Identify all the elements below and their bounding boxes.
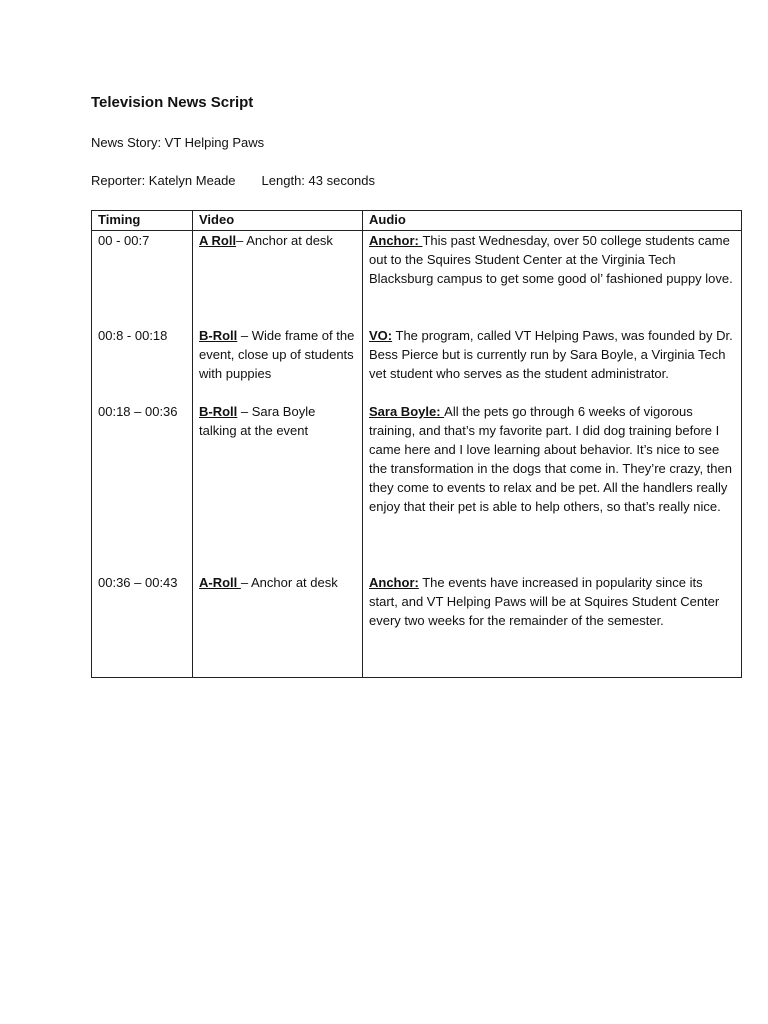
table-row: [92, 231, 742, 327]
audio-speaker-label: VO:: [369, 328, 393, 343]
audio-text: All the pets go through 6 weeks of vigorous training, and that’s my favorite part. I did dog training before I came here and I love learning about behavior. It’s nice to see the transformation in the dogs that come in. They’re crazy, then they come to events to relax and be pet. All the handlers really enjoy that their pet is able to help others, so that’s really nice.: [369, 404, 732, 514]
video-label: B-Roll: [199, 328, 238, 343]
audio-text: The events have increased in popularity since its start, and VT Helping Paws will be at Squires Student Center every two weeks for the remainder of the semester.: [369, 575, 720, 628]
audio-text: The program, called VT Helping Paws, was founded by Dr. Bess Pierce but is currently run by Sara Boyle, a Virginia Tech vet student who serves as the student administrator.: [369, 328, 733, 381]
video-label: A-Roll: [199, 575, 241, 590]
table-header-row: [92, 211, 742, 231]
story-length: Length: 43 seconds: [261, 173, 376, 188]
header-timing: Timing: [92, 211, 193, 231]
video-label: A Roll: [199, 233, 237, 248]
audio-cell: [363, 326, 742, 402]
video-text: – Sara Boyle talking at the event: [199, 404, 316, 438]
table-row: [92, 326, 742, 402]
header-video: Video: [193, 211, 363, 231]
video-text: – Wide frame of the event, close up of students with puppies: [199, 328, 355, 381]
table-row: [92, 402, 742, 573]
audio-speaker-label: Sara Boyle:: [369, 404, 445, 419]
video-cell: [193, 231, 363, 327]
video-text: – Anchor at desk: [240, 575, 338, 590]
timing-cell: 00:8 - 00:18: [92, 326, 193, 402]
audio-text: This past Wednesday, over 50 college students came out to the Squires Student Center at the Virginia Tech Blacksburg campus to get some good ol’ fashioned puppy love.: [369, 233, 733, 286]
timing-cell: 00:18 – 00:36: [92, 402, 193, 573]
audio-cell: [363, 573, 742, 678]
header-audio: Audio: [363, 211, 742, 231]
reporter-name: Reporter: Katelyn Meade: [91, 173, 236, 188]
video-label: B-Roll: [199, 404, 238, 419]
table-row: [92, 573, 742, 678]
news-story-line: News Story: VT Helping Paws: [91, 135, 265, 150]
audio-speaker-label: Anchor:: [369, 575, 419, 590]
timing-cell: 00:36 – 00:43: [92, 573, 193, 678]
video-cell: [193, 402, 363, 573]
audio-speaker-label: Anchor:: [369, 233, 423, 248]
document-title: Television News Script: [91, 94, 254, 111]
timing-cell: 00 - 00:7: [92, 231, 193, 327]
video-cell: [193, 573, 363, 678]
video-text: – Anchor at desk: [236, 233, 333, 248]
video-cell: [193, 326, 363, 402]
audio-cell: [363, 402, 742, 573]
script-table: [91, 210, 742, 678]
audio-cell: [363, 231, 742, 327]
reporter-line: [91, 173, 375, 188]
